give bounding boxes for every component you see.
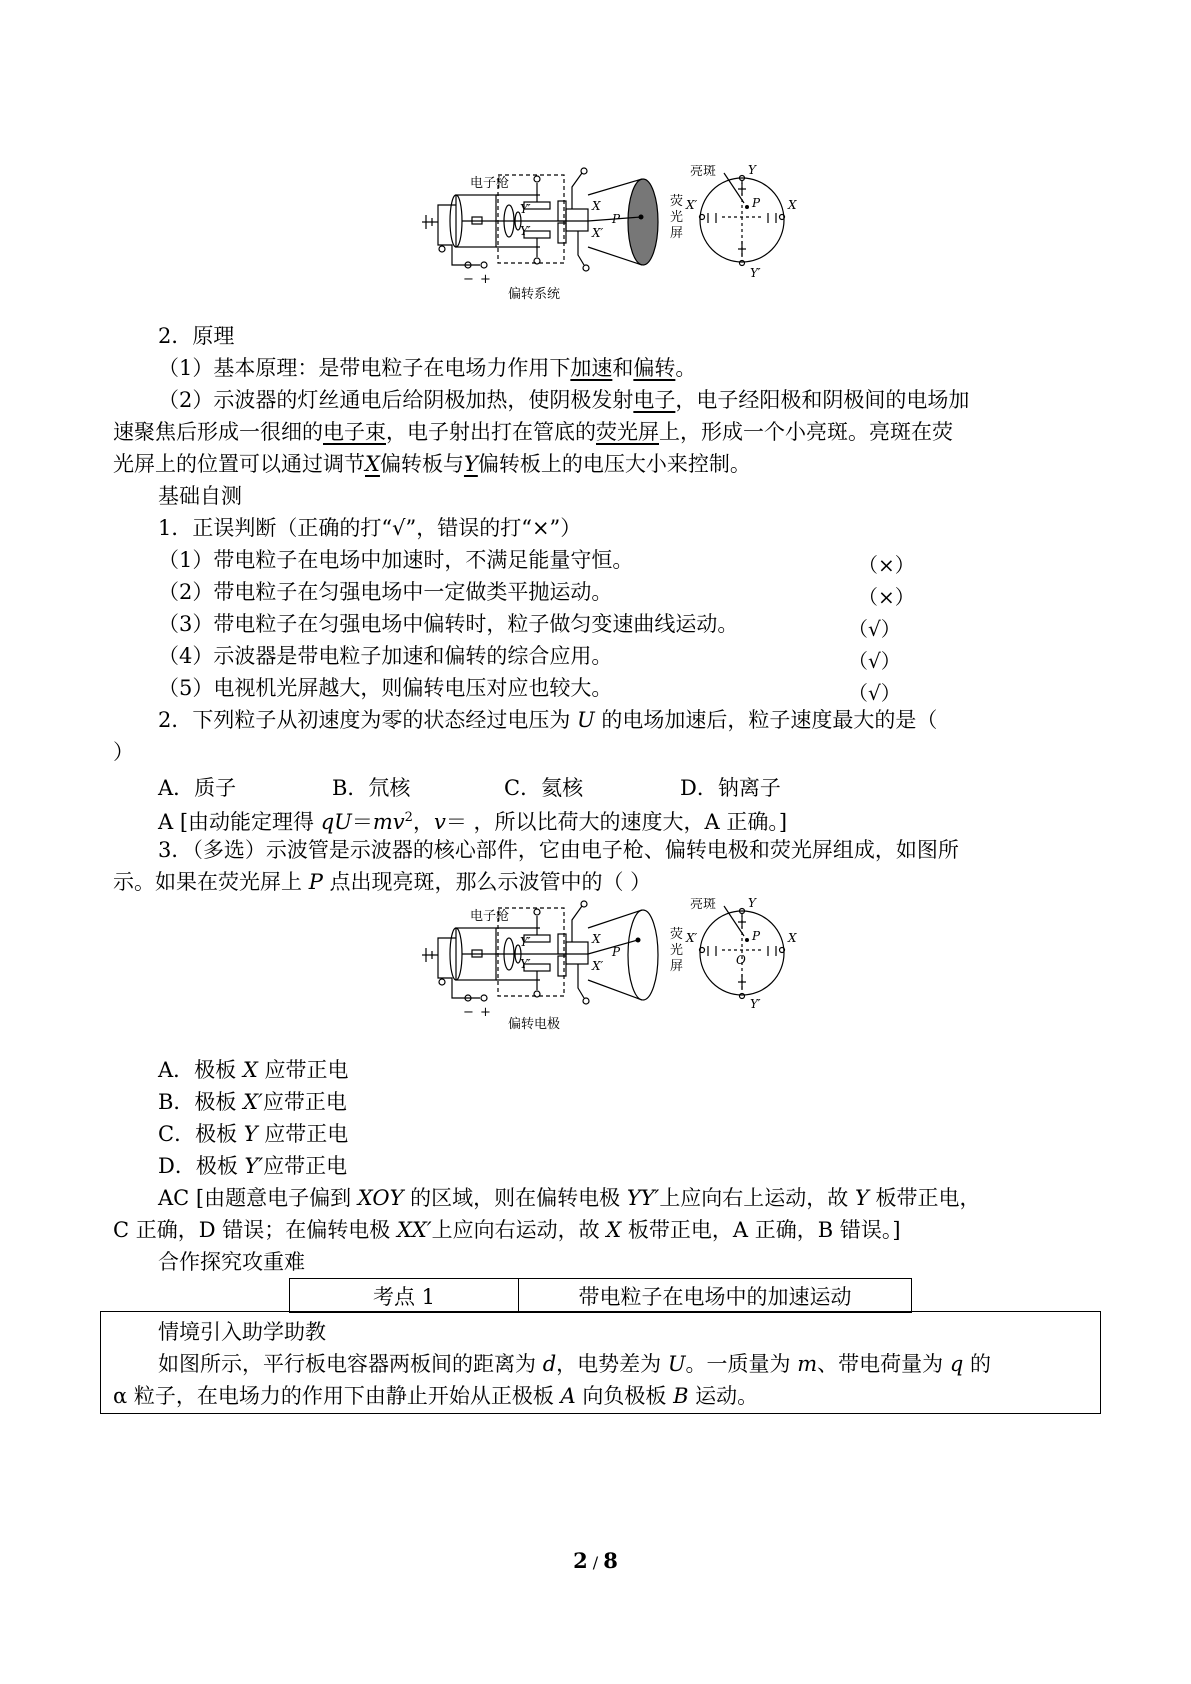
plate-x-label-2: X — [592, 932, 601, 946]
q3-option-b: B．极板 X′应带正电 — [158, 1090, 347, 1114]
plate-y-label-2: Y′ — [520, 935, 531, 949]
principle-paragraph-1: （1）基本原理：是带电粒子在电场力作用下加速和偏转。 — [158, 356, 697, 380]
q1-mark-4: （√） — [848, 649, 901, 673]
plate-y1-label-2: Y′ — [520, 957, 531, 971]
q1-mark-2: （×） — [858, 585, 915, 609]
oscilloscope-figure-2 — [412, 898, 832, 1034]
bright-spot-label: 亮斑 — [690, 165, 717, 179]
bright-spot-label-2: 亮斑 — [690, 898, 717, 912]
q3-stem-line-1: 3．（多选）示波管是示波器的核心部件，它由电子枪、偏转电极和荧光屏组成，如图所 — [158, 838, 959, 862]
axis-x-label-2: X — [788, 931, 797, 945]
screen-label-1: 荧 — [670, 194, 684, 209]
principle-paragraph-2-line-1: （2）示波器的灯丝通电后给阴极加热，使阴极发射电子，电子经阳极和阴极间的电场加 — [158, 388, 970, 412]
point-p-label: P — [612, 212, 621, 226]
q2-option-a: A．质子 — [158, 776, 237, 800]
page-number: 2 / 8 — [573, 1548, 618, 1573]
axis-y1-label-2: Y′ — [750, 997, 761, 1011]
scenario-line-1: 如图所示，平行板电容器两板间的距离为 d，电势差为 U。一质量为 m、带电荷量为 q 的 — [158, 1352, 991, 1376]
key-point-title: 带电粒子在电场中的加速运动 — [519, 1279, 912, 1313]
scenario-heading: 情境引入助学助教 — [158, 1320, 326, 1344]
q3-answer-line-2: C 正确，D 错误；在偏转电极 XX′上应向右运动，故 X 板带正电，A 正确，B 错误。] — [113, 1218, 901, 1242]
screen-label-3: 屏 — [670, 226, 684, 241]
q2-option-b: B．氘核 — [332, 776, 411, 800]
scenario-box — [100, 1311, 1101, 1414]
section-title: 2．原理 — [158, 324, 235, 348]
gun-label-2: 电子枪 — [470, 909, 510, 924]
q2-stem-line-1: 2．下列粒子从初速度为零的状态经过电压为 U 的电场加速后，粒子速度最大的是（ — [158, 708, 938, 732]
key-point-table — [289, 1278, 912, 1313]
screen-label-2: 光 — [670, 210, 684, 225]
self-test-heading: 基础自测 — [158, 484, 242, 508]
origin-o-label: O — [736, 953, 746, 967]
oscilloscope-figure-1 — [412, 165, 832, 305]
axis-y-label-2: Y — [748, 898, 756, 910]
plate-x1-label: X′ — [592, 226, 604, 240]
q1-item-5: （5）电视机光屏越大，则偏转电压对应也较大。 — [158, 676, 613, 700]
spot-p-label: P — [752, 196, 761, 210]
q1-item-3: （3）带电粒子在匀强电场中偏转时，粒子做匀变速曲线运动。 — [158, 612, 739, 636]
q2-answer: A [由动能定理得 $qU=mv^2$，v＝ ，所以比荷大的速度大，A 正确。] — [158, 810, 788, 834]
deflection-electrode-label: 偏转电极 — [508, 1017, 561, 1032]
q3-stem-line-2: 示。如果在荧光屏上 P 点出现亮斑，那么示波管中的（ ） — [113, 870, 652, 894]
minus-label: − — [463, 272, 474, 287]
gun-label: 电子枪 — [470, 176, 510, 191]
plus-label: + — [480, 272, 491, 287]
plate-x-label: X — [592, 199, 601, 213]
axis-y1-label: Y′ — [750, 266, 761, 280]
q1-item-4: （4）示波器是带电粒子加速和偏转的综合应用。 — [158, 644, 613, 668]
bright-spot-marker — [639, 215, 644, 220]
q3-option-c: C．极板 Y 应带正电 — [158, 1122, 349, 1146]
q1-title: 1．正误判断（正确的打“√”，错误的打“×”） — [158, 516, 582, 540]
minus-label-2: − — [463, 1005, 474, 1020]
cooperate-heading: 合作探究攻重难 — [158, 1250, 305, 1274]
q3-option-d: D．极板 Y′应带正电 — [158, 1154, 348, 1178]
q1-item-2: （2）带电粒子在匀强电场中一定做类平抛运动。 — [158, 580, 613, 604]
q2-option-c: C．氦核 — [504, 776, 584, 800]
principle-paragraph-2-line-3: 光屏上的位置可以通过调节X偏转板与Y偏转板上的电压大小来控制。 — [113, 452, 751, 476]
q3-option-a: A．极板 X 应带正电 — [158, 1058, 349, 1082]
axis-x1-label-2: X′ — [686, 931, 698, 945]
principle-paragraph-2-line-2: 速聚焦后形成一很细的电子束，电子射出打在管底的荧光屏上，形成一个小亮斑。亮斑在荧 — [113, 420, 953, 444]
spot-p-label-2: P — [752, 929, 761, 943]
plate-x1-label-2: X′ — [592, 959, 604, 973]
axis-y-label: Y — [748, 165, 756, 177]
q1-mark-1: （×） — [858, 553, 915, 577]
screen-label-2-1: 荧 — [670, 927, 684, 942]
q1-mark-5: （√） — [848, 681, 901, 705]
key-point-label: 考点 1 — [290, 1279, 519, 1313]
oscilloscope-diagram-1 — [412, 165, 832, 305]
q1-mark-3: （√） — [848, 617, 901, 641]
q2-stem-line-2: ） — [113, 740, 134, 764]
plate-y-label: Y′ — [520, 202, 531, 216]
axis-x1-label: X′ — [686, 198, 698, 212]
q3-answer-line-1: AC [由题意电子偏到 XOY 的区域，则在偏转电极 YY′上应向右上运动，故 Y 板带正电， — [158, 1186, 981, 1210]
screen-label-2-2: 光 — [670, 943, 684, 958]
oscilloscope-diagram-2 — [412, 898, 832, 1034]
axis-x-label: X — [788, 198, 797, 212]
deflection-system-label: 偏转系统 — [508, 287, 561, 302]
plus-label-2: + — [480, 1005, 491, 1020]
scenario-line-2: α 粒子，在电场力的作用下由静止开始从正极板 A 向负极板 B 运动。 — [113, 1384, 759, 1408]
plate-y1-label: Y′ — [520, 224, 531, 238]
bright-spot-marker-2 — [636, 938, 641, 943]
q2-option-d: D．钠离子 — [680, 776, 781, 800]
q1-item-1: （1）带电粒子在电场中加速时，不满足能量守恒。 — [158, 548, 634, 572]
screen-label-2-3: 屏 — [670, 959, 684, 974]
point-p-label-2: P — [612, 945, 621, 959]
